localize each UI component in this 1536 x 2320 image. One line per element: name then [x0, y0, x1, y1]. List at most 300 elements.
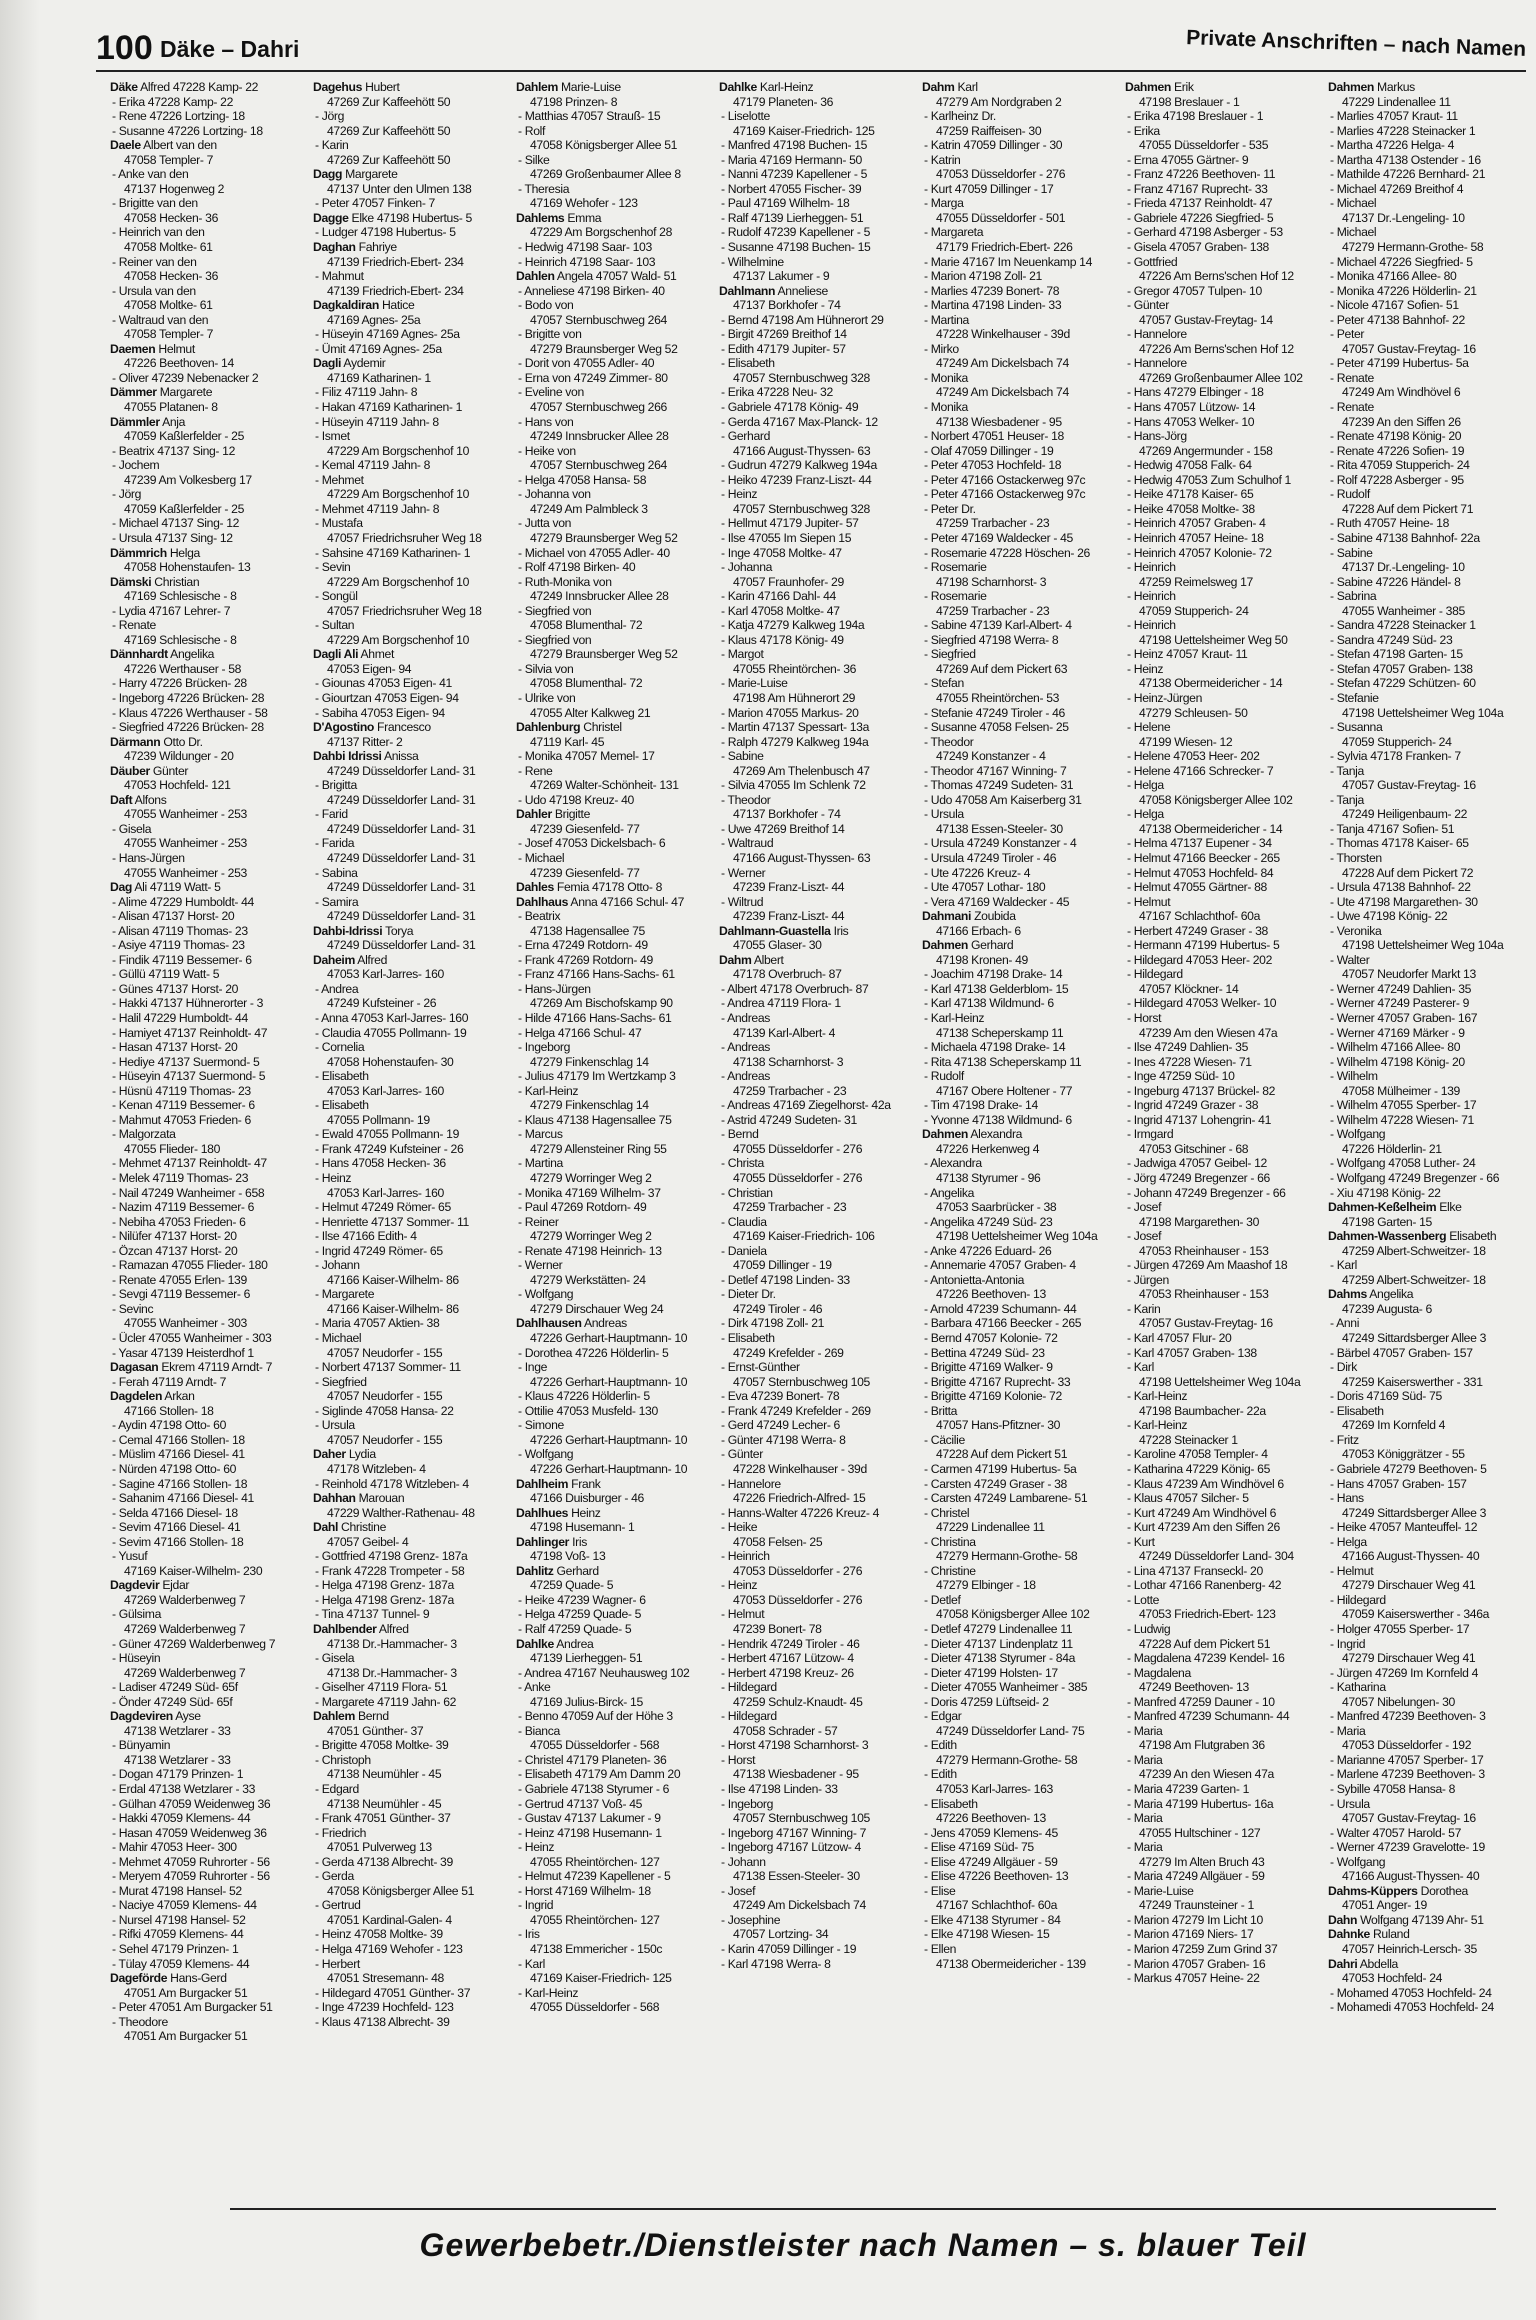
listing-entry: - Martin 47137 Spessart- 13a	[721, 720, 870, 735]
surname-entry: Dahlhues Heinz	[516, 1505, 601, 1520]
listing-entry: - Nazim 47119 Bessemer- 6	[112, 1200, 255, 1215]
listing-entry: - Peter 47169 Waldecker - 45	[924, 530, 1073, 545]
surname: Dahlhues	[516, 1505, 569, 1520]
listing-entry: - Frank 47249 Krefelder - 269	[721, 1403, 871, 1418]
listing-entry: - Wilhelm	[1330, 1069, 1378, 1084]
address-line: 47249 Am Dickelsbach 74	[936, 385, 1069, 400]
address-line: 47279 Hermann-Grothe- 58	[936, 1752, 1078, 1767]
address-line: 47057 Fraunhofer- 29	[733, 574, 844, 589]
listing-entry: - Rosemarie 47228 Höschen- 26	[924, 545, 1090, 560]
listing-entry: - Jürgen 47269 Im Kornfeld 4	[1330, 1665, 1479, 1680]
listing-entry: - Heinrich 47057 Kolonie- 72	[1127, 545, 1272, 560]
surname: Dahhan	[313, 1491, 356, 1506]
listing-entry: - Günes 47137 Horst- 20	[112, 981, 239, 996]
listing-entry: - Erika 47228 Neu- 32	[721, 385, 833, 400]
listing-entry: - Klaus 47226 Hölderlin- 5	[518, 1389, 650, 1404]
listing-entry: - Wiltrud	[721, 894, 764, 909]
address-line: 47057 Gustav-Freytag- 16	[1342, 778, 1476, 793]
address-line: 47239 An den Siffen 26	[1342, 414, 1461, 429]
listing-entry: - Wilhelm 47166 Allee- 80	[1330, 1040, 1461, 1055]
address-line: 47249 Düsseldorfer Land- 304	[1139, 1549, 1294, 1564]
listing-entry: - Fritz	[1330, 1432, 1359, 1447]
listing-entry: - Peter 47138 Bahnhof- 22	[1330, 312, 1465, 327]
address-line: 47259 Albert-Schweitzer- 18	[1342, 1272, 1486, 1287]
listing-entry: - Dirk	[1330, 1360, 1358, 1375]
listing-entry: - Marcus	[518, 1127, 563, 1142]
listing-entry: - Erika 47228 Kamp- 22	[112, 94, 234, 109]
listing-entry: - Helene	[1127, 720, 1171, 735]
listing-entry: - Hildegard	[1127, 967, 1183, 982]
address-line: 47057 Gustav-Freytag- 16	[1342, 341, 1476, 356]
surname: Dahlke	[719, 80, 757, 94]
address-line: 47239 Am Volkesberg 17	[124, 472, 252, 487]
address-line: 47249 Düsseldorfer Land- 31	[327, 821, 476, 836]
listing-entry: - Helmut	[721, 1607, 765, 1622]
listing-entry: - Michael	[518, 850, 565, 865]
address-line: 47269 Angermunder - 158	[1139, 443, 1273, 458]
listing-entry: - Ursula	[315, 1418, 355, 1433]
surname-entry: Daher Lydia	[313, 1447, 376, 1462]
listing-entry: - Sandra 47249 Süd- 23	[1330, 632, 1453, 647]
address-line: 47198 Uettelsheimer Weg 104a	[936, 1229, 1098, 1244]
listing-entry: - Mahir 47053 Heer- 300	[112, 1840, 237, 1855]
listing-entry: - Siegfried 47198 Werra- 8	[924, 632, 1059, 647]
listing-entry: - Oliver 47239 Nebenacker 2	[112, 370, 259, 385]
address-line: 47057 Hans-Pfitzner- 30	[936, 1418, 1061, 1433]
address-line: 47055 Düsseldorfer - 535	[1139, 138, 1269, 153]
surname: Dahmen	[1125, 80, 1171, 94]
surname-entry: Dahn Wolfgang 47139 Ahr- 51	[1328, 1912, 1484, 1927]
listing-entry: - Ursula 47137 Sing- 12	[112, 530, 233, 545]
listing-entry: - Sabrina	[1330, 589, 1377, 604]
listing-entry: - Siglinde 47058 Hansa- 22	[315, 1403, 454, 1418]
address-line: 47166 Kaiser-Wilhelm- 86	[327, 1301, 459, 1316]
listing-entry: - Hasan 47059 Weidenweg 36	[112, 1825, 267, 1840]
address-line: 47166 August-Thyssen- 40	[1342, 1869, 1480, 1884]
address-line: 47269 Walter-Schönheit- 131	[530, 778, 679, 793]
listing-entry: - Hakki 47059 Klemens- 44	[112, 1811, 251, 1826]
listing-entry: - Hans 47057 Lützow- 14	[1127, 400, 1256, 415]
listing-entry: - Angelika	[924, 1185, 975, 1200]
surname: Daft	[110, 792, 133, 807]
listing-entry: - Brigitta	[315, 778, 357, 793]
surname: Dagdevir	[110, 1578, 160, 1593]
address-line: 47259 Quade- 5	[530, 1578, 614, 1593]
address-line: 47226 Beethoven- 14	[124, 356, 234, 371]
listing-entry: - Dirk 47198 Zoll- 21	[721, 1316, 825, 1331]
address-line: 47269 Großenbaumer Allee 102	[1139, 370, 1303, 385]
surname: Dahlem	[313, 1709, 355, 1724]
surname-entry: Dahmen-Keßelheim Elke	[1328, 1200, 1462, 1215]
listing-entry: - Kenan 47119 Bessemer- 6	[112, 1098, 255, 1113]
listing-entry: - Karl	[518, 1956, 546, 1971]
listing-entry: - Maria	[1127, 1811, 1163, 1826]
address-line: 47057 Neudorfer - 155	[327, 1389, 443, 1404]
listing-entry: - Renate	[112, 618, 156, 633]
surname-entry: Dahlke Karl-Heinz	[719, 80, 814, 94]
listing-entry: - Erna 47249 Rotdorn- 49	[518, 938, 648, 953]
listing-entry: - Karoline 47058 Templer- 4	[1127, 1447, 1268, 1462]
listing-entry: - Hildegard 47051 Günther- 37	[315, 1985, 471, 2000]
address-line: 47198 Voß- 13	[530, 1549, 606, 1564]
listing-entry: - Marlies 47228 Steinacker 1	[1330, 123, 1476, 138]
listing-entry: - Wilhelm 47228 Wiesen- 71	[1330, 1112, 1474, 1127]
listing-entry: - Ingrid	[1330, 1636, 1366, 1651]
address-line: 47169 Agnes- 25a	[327, 312, 421, 327]
listing-entry: - Sabine 47138 Bahnhof- 22a	[1330, 530, 1480, 545]
listing-entry: - Karl 47138 Wildmund- 6	[924, 996, 1054, 1011]
listing-entry: - Hellmut 47179 Jupiter- 57	[721, 516, 859, 531]
listing-entry: - Heinz	[1127, 661, 1164, 676]
surname: Dämmler	[110, 414, 160, 429]
surname: Dämski	[110, 574, 152, 589]
listing-entry: - Mahmut 47053 Frieden- 6	[112, 1112, 251, 1127]
listing-entry: - Ursula	[924, 807, 964, 822]
address-line: 47051 Am Burgacker 51	[124, 1985, 248, 2000]
listing-entry: - Edgard	[315, 1781, 359, 1796]
address-line: 47059 Dillinger - 19	[733, 1258, 832, 1273]
address-line: 47198 Scharnhorst- 3	[936, 574, 1047, 589]
surname: Dahmen-Keßelheim	[1328, 1200, 1437, 1215]
listing-entry: - Irmgard	[1127, 1127, 1174, 1142]
address-line: 47053 Karl-Jarres- 160	[327, 967, 444, 982]
page-number: 100	[96, 29, 153, 67]
address-line: 47053 Düsseldorfer - 276	[733, 1563, 863, 1578]
listing-entry: - Jörg	[112, 487, 142, 502]
surname: Därmann	[110, 734, 161, 749]
listing-entry: - Silvia 47055 Im Schlenk 72	[721, 778, 866, 793]
listing-entry: - Erdal 47138 Wetzlarer - 33	[112, 1781, 256, 1796]
address-line: 47279 Worringer Weg 2	[530, 1229, 652, 1244]
listing-entry: - Dieter 47138 Styrumer - 84a	[924, 1651, 1076, 1666]
listing-entry: - Elise 47226 Beethoven- 13	[924, 1869, 1069, 1884]
listing-entry: - Ingeborg 47167 Winning- 7	[721, 1825, 867, 1840]
listing-entry: - Stefan 47198 Garten- 15	[1330, 647, 1463, 662]
address-line: 47057 Sternbuschweg 105	[733, 1374, 870, 1389]
address-line: 47055 Rheintörchen- 127	[530, 1912, 660, 1927]
listing-entry: - Katharina	[1330, 1680, 1386, 1695]
listing-entry: - Stefanie 47249 Tiroler - 46	[924, 705, 1065, 720]
address-line: 47239 Franz-Liszt- 44	[733, 880, 845, 895]
listing-entry: - Johann	[721, 1854, 766, 1869]
listing-entry: - Werner 47057 Graben- 167	[1330, 1011, 1478, 1025]
listing-entry: - Ümit 47169 Agnes- 25a	[315, 341, 442, 356]
listing-entry: - Brigitte von	[518, 327, 582, 342]
address-line: 47169 Kaiser-Friedrich- 125	[733, 123, 875, 138]
address-line: 47058 Hecken- 36	[124, 210, 219, 225]
directory-column-3	[516, 80, 712, 2185]
listing-entry: - Wolfgang	[518, 1287, 574, 1302]
listing-entry: - Andrea	[315, 981, 359, 996]
listing-entry: - Hilde 47166 Hans-Sachs- 61	[518, 1011, 672, 1025]
listing-entry: - Elke 47138 Styrumer - 84	[924, 1912, 1061, 1927]
listing-entry: - Marianne 47057 Sperber- 17	[1330, 1752, 1484, 1767]
address-line: 47057 Sternbuschweg 328	[733, 501, 870, 516]
listing-entry: - Britta	[924, 1403, 958, 1418]
address-line: 47178 Witzleben- 4	[327, 1461, 426, 1476]
listing-entry: - Helga	[1127, 807, 1164, 822]
listing-entry: - Anna 47053 Karl-Jarres- 160	[315, 1011, 469, 1025]
surname-entry: Dahm Karl	[922, 80, 978, 94]
listing-entry: - Klaus 47138 Albrecht- 39	[315, 2014, 450, 2029]
surname-entry: Däuber Günter	[110, 763, 189, 778]
surname-entry: Dahlem Bernd	[313, 1709, 389, 1724]
listing-entry: - Franz 47226 Beethoven- 11	[1127, 167, 1276, 182]
address-line: 47249 Am Dickelsbach 74	[733, 1898, 866, 1913]
listing-entry: - Karl 47057 Graben- 138	[1127, 1345, 1257, 1360]
surname-entry: Dahbi-Idrissi Torya	[313, 923, 414, 938]
listing-entry: - Murat 47198 Hansel- 52	[112, 1883, 242, 1898]
listing-entry: - Heinz-Jürgen	[1127, 690, 1203, 705]
address-line: 47055 Düsseldorfer - 276	[733, 1171, 863, 1186]
surname: Daheim	[313, 952, 355, 967]
listing-entry: - Theodor	[721, 792, 771, 807]
listing-entry: - Liselotte	[721, 109, 770, 124]
address-line: 47057 Gustav-Freytag- 16	[1342, 1811, 1476, 1826]
listing-entry: - Alexandra	[924, 1156, 982, 1171]
listing-entry: - Marion 47057 Graben- 16	[1127, 1956, 1266, 1971]
address-line: 47058 Hohenstaufen- 13	[124, 560, 251, 575]
listing-entry: - Edith 47179 Jupiter- 57	[721, 341, 846, 356]
address-line: 47279 Elbinger - 18	[936, 1578, 1036, 1593]
listing-entry: - Hüsnü 47119 Thomas- 23	[112, 1083, 251, 1098]
listing-entry: - Monika 47226 Hölderlin- 21	[1330, 283, 1477, 298]
address-line: 47166 Kaiser-Wilhelm- 86	[327, 1272, 459, 1287]
address-line: 47058 Moltke- 61	[124, 240, 213, 255]
address-line: 47269 Im Kornfeld 4	[1342, 1418, 1446, 1433]
listing-entry: - Maria	[1127, 1840, 1163, 1855]
address-line: 47058 Felsen- 25	[733, 1534, 823, 1549]
listing-entry: - Martha 47226 Helga- 4	[1330, 138, 1455, 153]
listing-entry: - Karl 47198 Werra- 8	[721, 1956, 831, 1971]
address-line: 47179 Friedrich-Ebert- 226	[936, 240, 1073, 255]
listing-entry: - Renate 47198 Heinrich- 13	[518, 1243, 662, 1258]
surname: Dag	[110, 880, 132, 895]
listing-entry: - Cemal 47166 Stollen- 18	[112, 1432, 245, 1447]
surname: Dahmen	[1328, 80, 1374, 94]
address-line: 47249 Sittardsberger Allee 3	[1342, 1505, 1487, 1520]
listing-entry: - Andrea 47119 Flora- 1	[721, 996, 841, 1011]
listing-entry: - Rosemarie	[924, 560, 987, 575]
listing-entry: - Heinrich 47057 Graben- 4	[1127, 516, 1266, 531]
listing-entry: - Ismet	[315, 429, 350, 444]
listing-entry: - Gerda 47167 Max-Planck- 12	[721, 414, 878, 429]
address-line: 47229 Am Borgschenhof 28	[530, 225, 673, 240]
address-line: 47226 Herkenweg 4	[936, 1141, 1040, 1156]
listing-entry: - Werner 47249 Dahlien- 35	[1330, 981, 1472, 996]
listing-entry: - Jutta von	[518, 516, 572, 531]
listing-entry: - Edith	[924, 1767, 957, 1782]
listing-entry: - Bernd 47057 Kolonie- 72	[924, 1331, 1058, 1346]
address-line: 47279 Finkenschlag 14	[530, 1098, 649, 1113]
listing-entry: - Xiu 47198 König- 22	[1330, 1185, 1441, 1200]
listing-entry: - Selda 47166 Diesel- 18	[112, 1505, 238, 1520]
address-line: 47139 Lierheggen- 51	[530, 1651, 643, 1666]
listing-entry: - Christine	[924, 1563, 976, 1578]
listing-entry: - Jürgen 47269 Am Maashof 18	[1127, 1258, 1288, 1273]
address-line: 47169 Wehofer - 123	[530, 196, 638, 211]
address-line: 47055 Rheintörchen- 36	[733, 661, 857, 676]
address-line: 47279 Braunsberger Weg 52	[530, 530, 678, 545]
listing-entry: - Karl 47057 Flur- 20	[1127, 1331, 1232, 1346]
surname-entry: Dahlenburg Christel	[516, 720, 622, 735]
listing-entry: - Mathilde 47226 Bernhard- 21	[1330, 167, 1486, 182]
address-line: 47226 Beethoven- 13	[936, 1287, 1046, 1302]
directory-columns	[110, 80, 1530, 2185]
address-line: 47053 Rheinhauser - 153	[1139, 1243, 1269, 1258]
listing-entry: - Josef	[721, 1883, 756, 1898]
address-line: 47057 Friedrichsruher Weg 18	[327, 530, 482, 545]
listing-entry: - Heike 47058 Moltke- 38	[1127, 501, 1255, 516]
surname: Dahri	[1328, 1956, 1358, 1971]
listing-entry: - Heinrich	[721, 1549, 770, 1564]
listing-entry: - Herbert 47198 Kreuz- 26	[721, 1665, 854, 1680]
address-line: 47058 Hecken- 36	[124, 269, 219, 284]
listing-entry: - Maria 47249 Allgäuer - 59	[1127, 1869, 1265, 1884]
listing-entry: - Malgorzata	[112, 1127, 176, 1142]
listing-entry: - Benno 47059 Auf der Höhe 3	[518, 1709, 673, 1724]
address-line: 47166 Duisburger - 46	[530, 1491, 644, 1506]
surname-entry: Dahmen Gerhard	[922, 938, 1014, 953]
surname-entry: Dahlke Andrea	[516, 1636, 594, 1651]
listing-entry: - Günter 47198 Werra- 8	[721, 1432, 846, 1447]
listing-entry: - Siegfried von	[518, 603, 592, 618]
address-line: 47249 Düsseldorfer Land- 31	[327, 880, 476, 895]
address-line: 47138 Essen-Steeler- 30	[733, 1869, 860, 1884]
listing-entry: - Stefan 47057 Graben- 138	[1330, 661, 1473, 676]
listing-entry: - Mehmet 47137 Reinholdt- 47	[112, 1156, 267, 1171]
listing-entry: - Frank 47269 Rotdorn- 49	[518, 952, 653, 967]
address-line: 47166 August-Thyssen- 63	[733, 443, 871, 458]
surname-entry: Dämski Christian	[110, 574, 200, 589]
surname: Dahlitz	[516, 1563, 554, 1578]
listing-entry: - Udo 47198 Kreuz- 40	[518, 792, 634, 807]
listing-entry: - Frank 47051 Günther- 37	[315, 1811, 451, 1826]
listing-entry: - Tülay 47059 Klemens- 44	[112, 1956, 250, 1971]
listing-entry: - Margarete 47119 Jahn- 62	[315, 1694, 457, 1709]
listing-entry: - Katrin	[924, 152, 961, 167]
listing-entry: - Susanne 47058 Felsen- 25	[924, 720, 1069, 735]
address-line: 47249 Krefelder - 269	[733, 1345, 844, 1360]
surname: Dagdeviren	[110, 1709, 173, 1724]
surname: Dageförde	[110, 1971, 168, 1986]
surname-entry: Daghan Fahriye	[313, 240, 397, 255]
listing-entry: - Sabina	[315, 865, 358, 880]
surname: Dämmrich	[110, 545, 167, 560]
listing-entry: - Theodor	[924, 734, 974, 749]
listing-entry: - Anke van den	[112, 167, 189, 182]
listing-entry: - Karl 47138 Gelderblom- 15	[924, 981, 1069, 996]
surname: Dahlbender	[313, 1621, 377, 1636]
listing-entry: - Walter	[1330, 952, 1370, 967]
listing-entry: - Karl-Heinz	[518, 1985, 579, 2000]
listing-entry: - Helga	[1127, 778, 1164, 793]
listing-entry: - Hedwig 47198 Saar- 103	[518, 240, 652, 255]
listing-entry: - Renate	[1330, 400, 1374, 415]
listing-entry: - Olaf 47059 Dillinger - 19	[924, 443, 1054, 458]
address-line: 47269 Zur Kaffeehött 50	[327, 94, 451, 109]
address-line: 47167 Schlachthof- 60a	[936, 1898, 1058, 1913]
surname: Dahm	[719, 952, 752, 967]
listing-entry: - Sehel 47179 Prinzen- 1	[112, 1942, 239, 1956]
listing-entry: - Sevim 47166 Stollen- 18	[112, 1534, 244, 1549]
address-line: 47279 Im Alten Bruch 43	[1139, 1854, 1265, 1869]
listing-entry: - Frank 47249 Kufsteiner - 26	[315, 1141, 464, 1156]
listing-entry: - Heinrich van den	[112, 225, 205, 240]
listing-entry: - Arnold 47239 Schumann- 44	[924, 1301, 1077, 1316]
listing-entry: - Mohamedi 47053 Hochfeld- 24	[1330, 2000, 1494, 2015]
listing-entry: - Helmut 47166 Beecker - 265	[1127, 850, 1280, 865]
listing-entry: - Katja 47279 Kalkweg 194a	[721, 618, 865, 633]
surname-entry: Dämmer Margarete	[110, 385, 213, 400]
surname: Dahnke	[1328, 1927, 1370, 1942]
listing-entry: - Michael	[315, 1331, 362, 1346]
address-line: 47055 Wanheimer - 303	[124, 1316, 247, 1331]
listing-entry: - Nilüfer 47137 Horst- 20	[112, 1229, 237, 1244]
listing-entry: - Walter 47057 Harold- 57	[1330, 1825, 1462, 1840]
listing-entry: - Erika	[1127, 123, 1160, 138]
surname: Dahlems	[516, 210, 565, 225]
address-line: 47279 Allensteiner Ring 55	[530, 1141, 667, 1156]
listing-entry: - Siegfried 47226 Brücken- 28	[112, 720, 264, 735]
listing-entry: - Hedwig 47058 Falk- 64	[1127, 458, 1252, 473]
listing-entry: - Werner 47249 Pasterer- 9	[1330, 996, 1470, 1011]
address-line: 47249 Am Palmbleck 3	[530, 501, 648, 516]
address-line: 47279 Worringer Weg 2	[530, 1171, 652, 1186]
listing-entry: - Gerhard 47198 Asberger - 53	[1127, 225, 1283, 240]
address-line: 47269 Am Bischofskamp 90	[530, 996, 673, 1011]
directory-column-6	[1125, 80, 1321, 2185]
address-line: 47259 Albert-Schweitzer- 18	[1342, 1243, 1486, 1258]
listing-entry: - Dorothea 47226 Hölderlin- 5	[518, 1345, 669, 1360]
listing-entry: - Hans 47279 Elbinger - 18	[1127, 385, 1264, 400]
listing-entry: - Reiner van den	[112, 254, 197, 269]
surname-entry: Dahl Christine	[313, 1520, 386, 1535]
listing-entry: - Brigitte 47058 Moltke- 39	[315, 1738, 449, 1753]
listing-entry: - Stefanie	[1330, 690, 1379, 705]
listing-entry: - Ursula	[1330, 1796, 1370, 1811]
address-line: 47226 Friedrich-Alfred- 15	[733, 1491, 866, 1506]
listing-entry: - Erna von 47249 Zimmer- 80	[518, 370, 668, 385]
listing-entry: - Claudia	[721, 1214, 767, 1229]
surname: D'Agostino	[313, 720, 375, 735]
page-header	[96, 26, 1526, 72]
address-line: 47198 Margarethen- 30	[1139, 1214, 1260, 1229]
listing-entry: - Uwe 47198 König- 22	[1330, 909, 1448, 924]
address-line: 47055 Düsseldorfer - 568	[530, 1738, 660, 1753]
listing-entry: - Michael	[1330, 196, 1377, 211]
surname: Dahlem	[516, 80, 558, 94]
listing-entry: - Asiye 47119 Thomas- 23	[112, 938, 245, 953]
listing-entry: - Elisabeth	[315, 1098, 369, 1113]
listing-entry: - Ralf 47259 Quade- 5	[518, 1621, 632, 1636]
surname-entry: Däke Alfred 47228 Kamp- 22	[110, 80, 259, 94]
address-line: 47138 Wiesbadener - 95	[936, 414, 1062, 429]
address-line: 47279 Braunsberger Weg 52	[530, 341, 678, 356]
address-line: 47053 Karl-Jarres- 163	[936, 1781, 1053, 1796]
listing-entry: - Mirko	[924, 341, 959, 356]
listing-entry: - Peter 47199 Hubertus- 5a	[1330, 356, 1469, 371]
address-line: 47059 Kaßlerfelder - 25	[124, 501, 244, 516]
address-line: 47198 Am Hühnerort 29	[733, 690, 856, 705]
surname-entry: Dagg Margarete	[313, 167, 398, 182]
listing-entry: - Monika 47166 Allee- 80	[1330, 269, 1457, 284]
listing-entry: - Mahmut	[315, 269, 364, 284]
listing-entry: - Silke	[518, 152, 550, 167]
address-line: 47053 Friedrich-Ebert- 123	[1139, 1607, 1276, 1622]
address-line: 47279 Finkenschlag 14	[530, 1054, 649, 1069]
address-line: 47055 Wanheimer - 253	[124, 807, 247, 822]
